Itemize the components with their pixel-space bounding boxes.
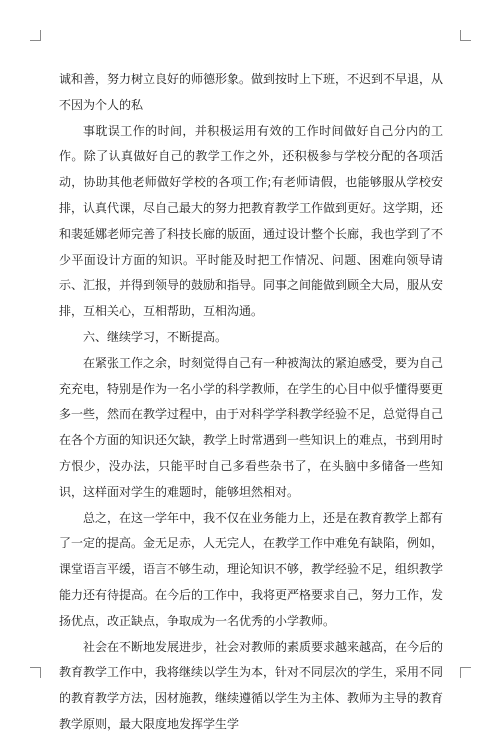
- paragraph: 诚和善，努力树立良好的师德形象。做到按时上下班，不迟到不早退，从不因为个人的私: [59, 72, 444, 112]
- crop-mark-top-left: [30, 30, 41, 41]
- paragraph: 事耽误工作的时间，并积极运用有效的工作时间做好自己分内的工作。除了认真做好自己的教学工作之外，还积极参与学校分配的各项活动，协助其他老师做好学校的各项工作;有老师请假，也能够服从学校安排，认真代课，尽自己最大的努力把教育教学工作做到更好。这学期，还和裴延娜老师完善了科技长廊的版面，通过设计整个长廊，我也学到了不少平面设计方面的知识。平时能及时把工作情况、问题、困难向领导请示、汇报，并得到领导的鼓励和指导。同事之间能做到顾全大局，服从安排，互相关心，互相帮助，互相沟通。: [59, 123, 444, 319]
- crop-mark-top-right: [460, 30, 471, 41]
- paragraph: 社会在不断地发展进步，社会对教师的素质要求越来越高，在今后的教育教学工作中，我将继续以学生为本，针对不同层次的学生，采用不同的教育教学方法，因材施教，继续遵循以学生为主体、教师为主导的教育教学原则，最大限度地发挥学生学: [59, 639, 444, 731]
- paragraph: 总之，在这一学年中，我不仅在业务能力上，还是在教育教学上都有了一定的提高。金无足赤，人无完人，在教学工作中难免有缺陷，例如，课堂语言平缓，语言不够生动，理论知识不够，教学经验不足，组织教学能力还有待提高。在今后的工作中，我将更严格要求自己，努力工作，发扬优点，改正缺点，争取成为一名优秀的小学教师。: [59, 510, 444, 628]
- document-body: [59, 67, 443, 738]
- paragraph: 在紧张工作之余，时刻觉得自己有一种被淘汰的紧迫感受，要为自己充充电，特别是作为一名小学的科学教师，在学生的心目中似乎懂得要更多一些，然而在教学过程中，由于对科学学科教学经验不足，总觉得自己在各个方面的知识还欠缺，教学上时常遇到一些知识上的难点，书到用时方恨少，没办法，只能平时自己多看些杂书了，在头脑中多储备一些知识，这样面对学生的难题时，能够坦然相对。: [59, 355, 444, 499]
- crop-mark-bottom-right: [460, 667, 471, 678]
- section-heading: 六、继续学习，不断提高。: [83, 329, 228, 344]
- crop-mark-bottom-left: [30, 667, 41, 678]
